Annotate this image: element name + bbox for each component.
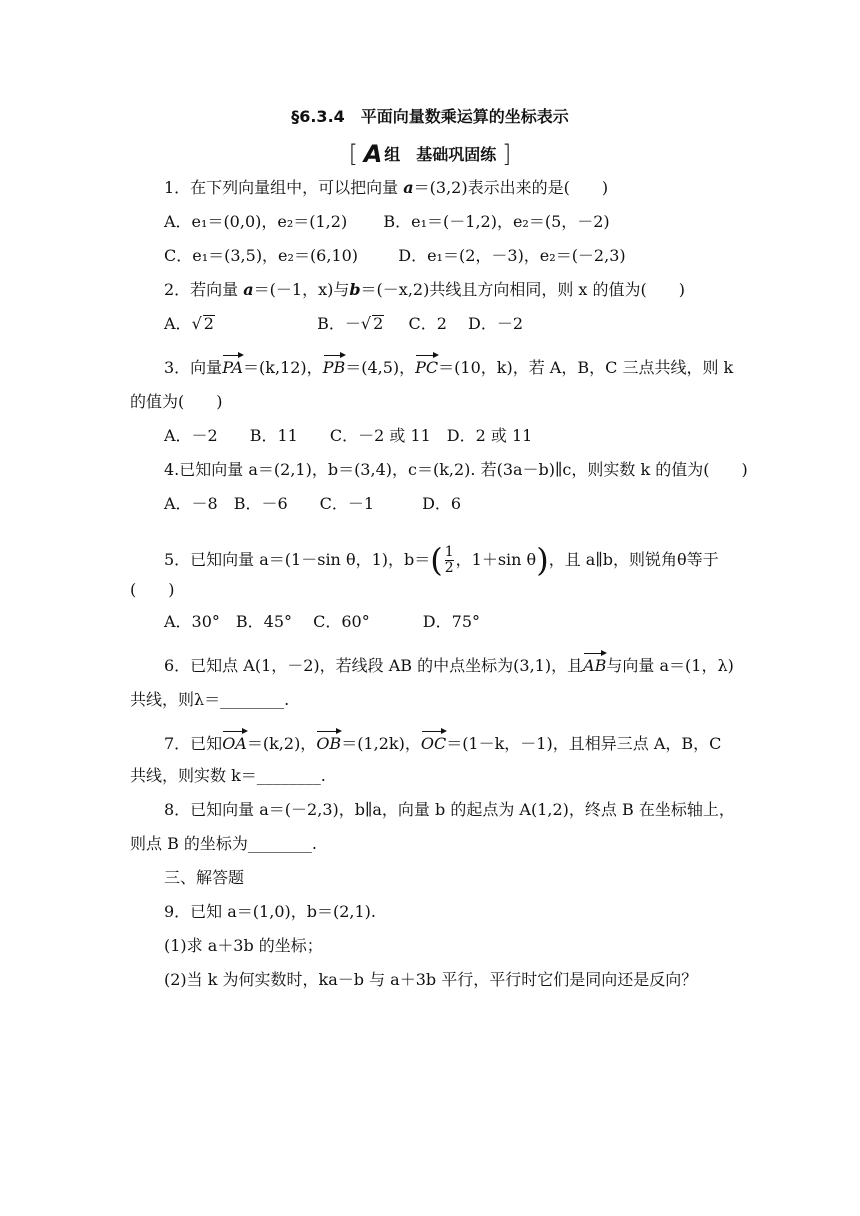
q9-stem: 9．已知 a＝(1,0)，b＝(2,1). — [164, 902, 376, 921]
q2-option-cd: C．2 D．－2 — [408, 314, 524, 333]
vector-oc: OC — [420, 734, 447, 753]
q4-options: A．－8 B．－6 C．－1 D．6 — [164, 494, 462, 513]
q3-stem: 3．向量PA＝(k,12)，PB＝(4,5)，PC＝(10，k)，若 A，B，C 三点共线，则 k — [164, 358, 734, 377]
vector-pc: PC — [415, 358, 439, 377]
q9-part2: (2)当 k 为何实数时，ka－b 与 a＋3b 平行，平行时它们是同向还是反向？ — [164, 970, 698, 989]
right-bracket: ] — [502, 140, 512, 168]
q1-option-c: C．e₁＝(3,5)，e₂＝(6,10) — [164, 246, 359, 265]
vector-oa: OA — [222, 734, 247, 753]
q1-option-b: B．e₁＝(－1,2)，e₂＝(5，－2) — [383, 212, 610, 231]
group-banner — [0, 140, 860, 168]
q1-option-a: A．e₁＝(0,0)，e₂＝(1,2) — [164, 212, 348, 231]
q8-stem: 8．已知向量 a＝(－2,3)，b∥a，向量 b 的起点为 A(1,2)，终点 B 在坐标轴上， — [164, 800, 735, 819]
q6-stem-cont: 共线，则λ＝________. — [130, 690, 290, 709]
q6-stem: 6．已知点 A(1，－2)，若线段 AB 的中点坐标为(3,1)，且AB与向量 a＝(1，λ) — [164, 656, 734, 675]
left-bracket: [ — [348, 140, 358, 168]
q1-options-ab — [164, 212, 610, 232]
q2-optB-radicand: 2 — [373, 314, 384, 333]
vector-a: a — [403, 178, 414, 197]
q7-stem: 7．已知OA＝(k,2)，OB＝(1,2k)，OC＝(1－k，－1)，且相异三点 A，B，C — [164, 734, 722, 753]
q5-options: A．30° B．45° C．60° D．75° — [164, 612, 480, 631]
section-heading: 三、解答题 — [164, 868, 245, 887]
group-label: 组 基础巩固练 — [384, 145, 497, 164]
vector-ob: OB — [316, 734, 342, 753]
q3-options: A．－2 B．11 C．－2 或 11 D．2 或 11 — [164, 426, 533, 445]
vector-b: b — [349, 280, 361, 299]
vector-pb: PB — [322, 358, 346, 377]
q4-stem: 4.已知向量 a＝(2,1)，b＝(3,4)，c＝(k,2). 若(3a－b)∥c，则实数 k 的值为( ) — [164, 460, 748, 479]
vector-pa: PA — [222, 358, 244, 377]
q5-stem: 5．已知向量 a＝(1－sin θ，1)，b＝( $\frac{1}{2}$ ，1＋sin θ)，且 a∥b，则锐角θ等于 — [164, 541, 719, 579]
q2-stem: 2．若向量 a＝(－1，x)与b＝(－x,2)共线且方向相同，则 x 的值为( ) — [164, 280, 686, 299]
q1-option-d: D．e₁＝(2，－3)，e₂＝(－2,3) — [398, 246, 626, 265]
q1-stem: 1．在下列向量组中，可以把向量 a＝(3,2)表示出来的是( ) — [164, 178, 609, 197]
page-title: §6.3.4 平面向量数乘运算的坐标表示 — [291, 107, 569, 126]
vector-ab: AB — [583, 656, 607, 675]
group-letter: A — [363, 140, 383, 168]
q1-options-cd — [164, 246, 626, 266]
q3-stem-cont: 的值为( ) — [130, 392, 223, 411]
fraction-one-half: $\frac{1}{2}$ — [444, 544, 454, 576]
q2-options: A．√ 2 B．－√ 2 C．2 D．－2 — [164, 314, 524, 333]
q2-optA-radicand: 2 — [203, 314, 214, 333]
vector-a: a — [243, 280, 254, 299]
q7-stem-cont: 共线，则实数 k＝________. — [130, 766, 326, 785]
q5-stem-cont: ( ) — [130, 580, 175, 599]
q9-part1: (1)求 a＋3b 的坐标； — [164, 936, 323, 955]
q8-stem-cont: 则点 B 的坐标为________. — [130, 834, 318, 853]
